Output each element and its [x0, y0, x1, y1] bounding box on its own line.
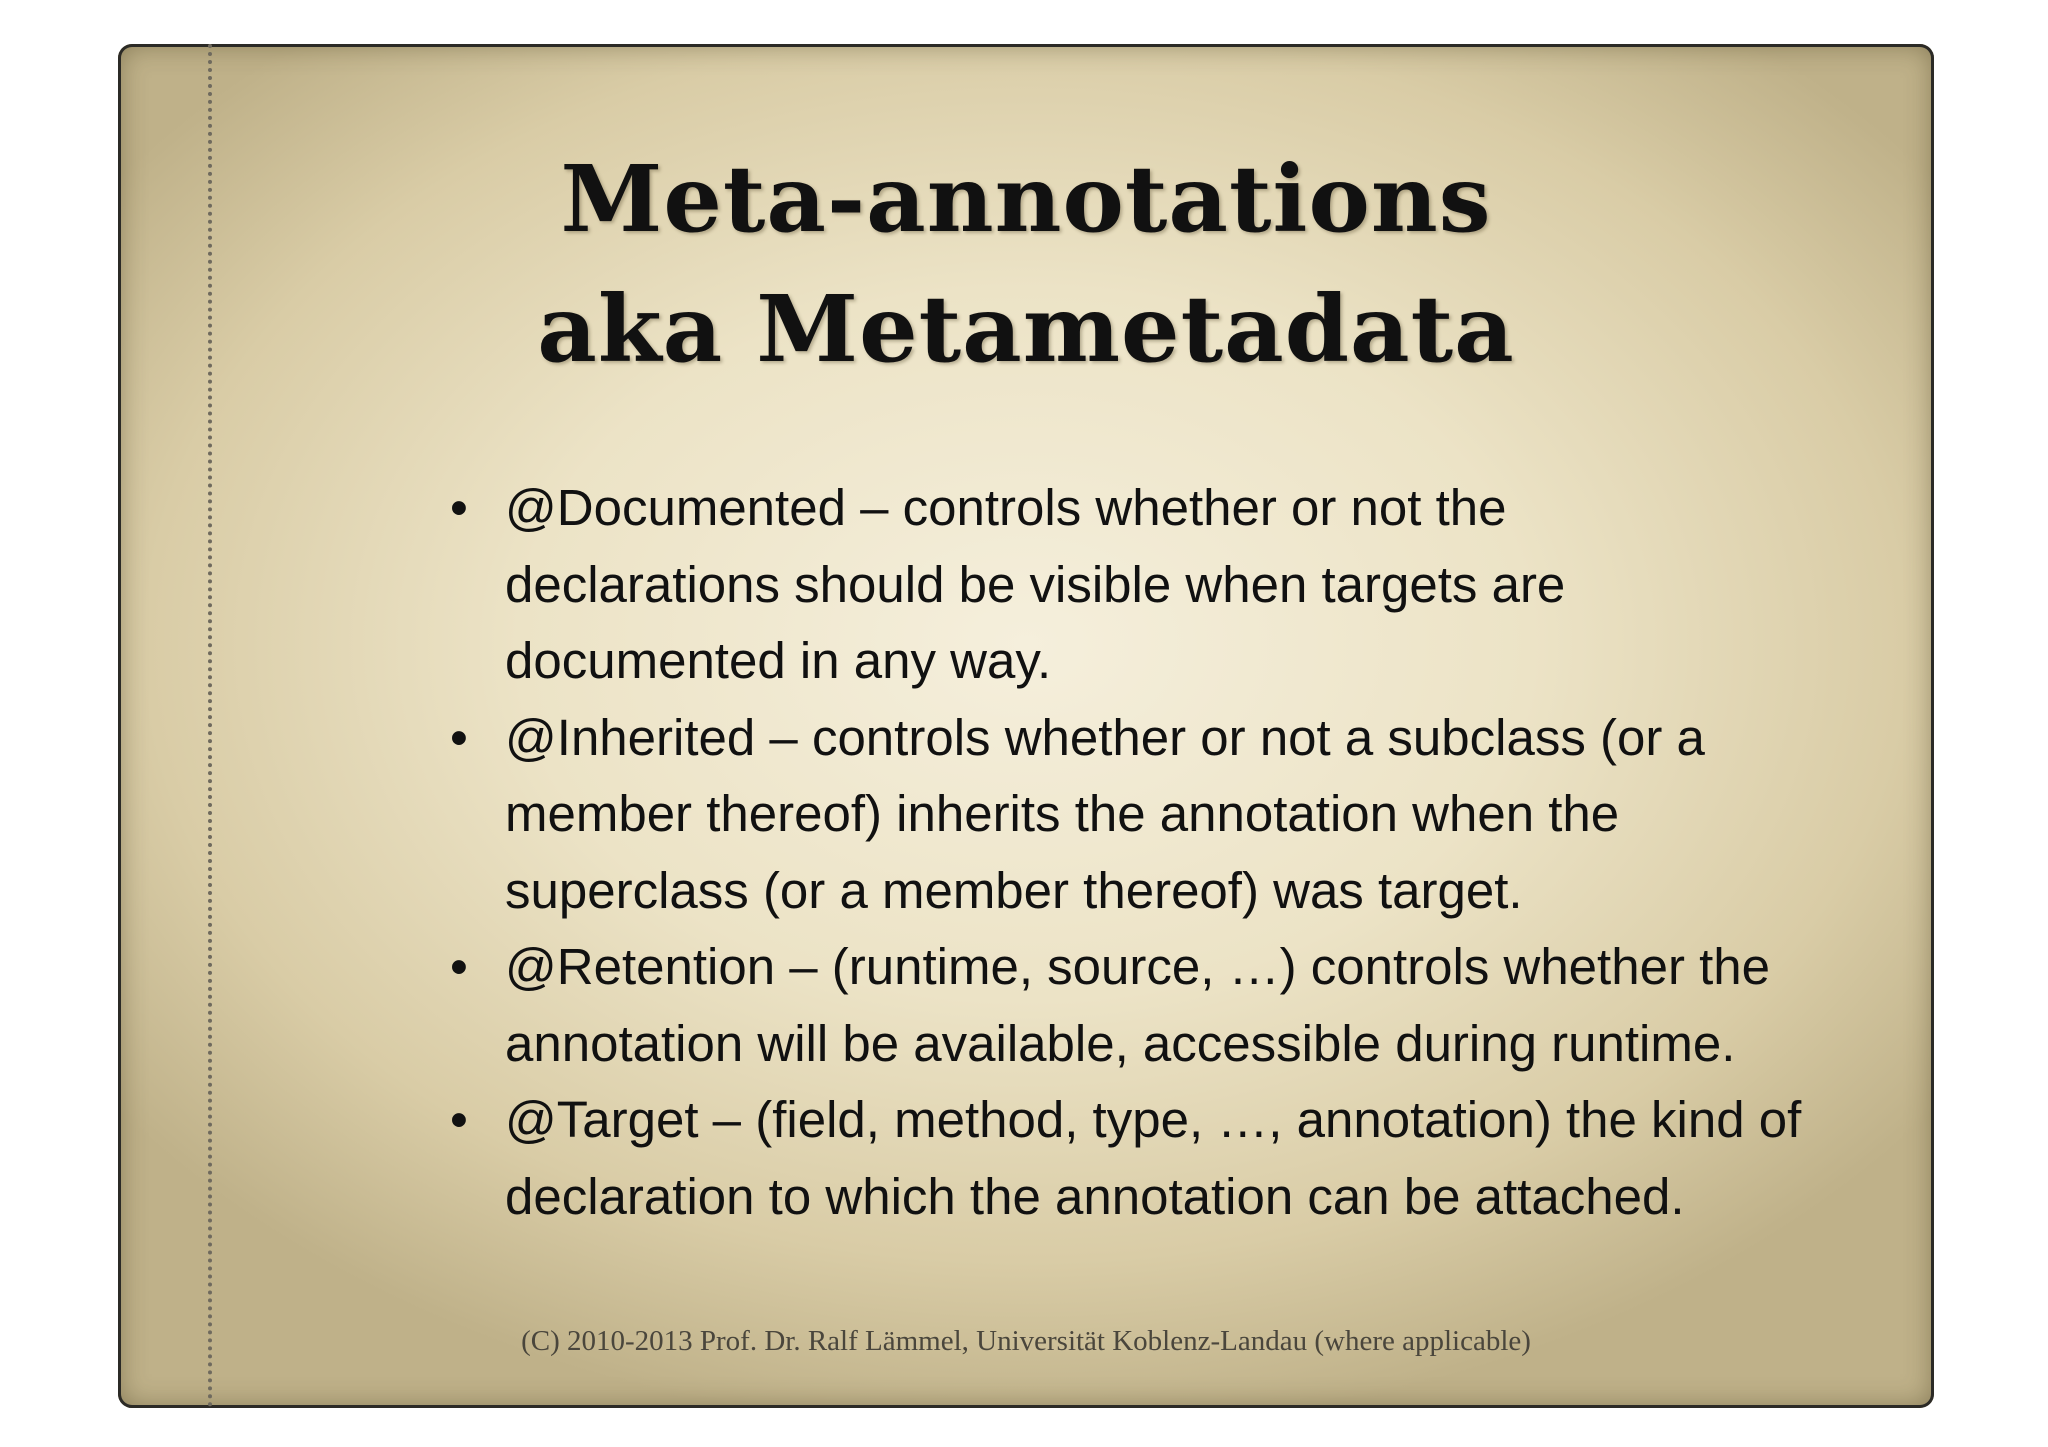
bullet-line: @Inherited – controls whether or not a subclass (or a [505, 708, 1705, 766]
title-line: Meta-annotations [560, 145, 1492, 253]
slide-title [118, 134, 1934, 394]
bullet-icon: • [450, 708, 468, 766]
bullet-line: @Retention – (runtime, source, …) controls whether the [505, 938, 1770, 995]
bullet-item-target [380, 1082, 1880, 1235]
bullet-line: annotation will be available, accessible during runtime. [505, 1014, 1736, 1072]
bullet-line: member thereof) inherits the annotation when the [505, 785, 1620, 842]
bullet-line: @Documented – controls whether or not the [505, 479, 1507, 536]
bullet-line: @Target – (field, method, type, …, annotation) the kind of [505, 1091, 1802, 1148]
bullet-line: declarations should be visible when targets are [505, 555, 1566, 613]
title-line: aka Metametadata [537, 275, 1515, 383]
bullet-item-retention [380, 929, 1880, 1082]
bullet-icon: • [450, 1091, 468, 1148]
bullet-item-inherited [380, 700, 1880, 930]
bullet-line: declaration to which the annotation can be attached. [505, 1167, 1685, 1225]
bullet-line: superclass (or a member thereof) was target. [505, 861, 1523, 919]
bullet-item-documented [380, 470, 1880, 700]
bullet-list [380, 470, 1880, 1235]
bullet-icon: • [450, 479, 468, 536]
bullet-icon: • [450, 938, 468, 995]
slide [118, 44, 1934, 1408]
bullet-line: documented in any way. [505, 632, 1052, 689]
copyright-footer: (C) 2010-2013 Prof. Dr. Ralf Lämmel, Universität Koblenz-Landau (where applicable) [521, 1325, 1531, 1357]
